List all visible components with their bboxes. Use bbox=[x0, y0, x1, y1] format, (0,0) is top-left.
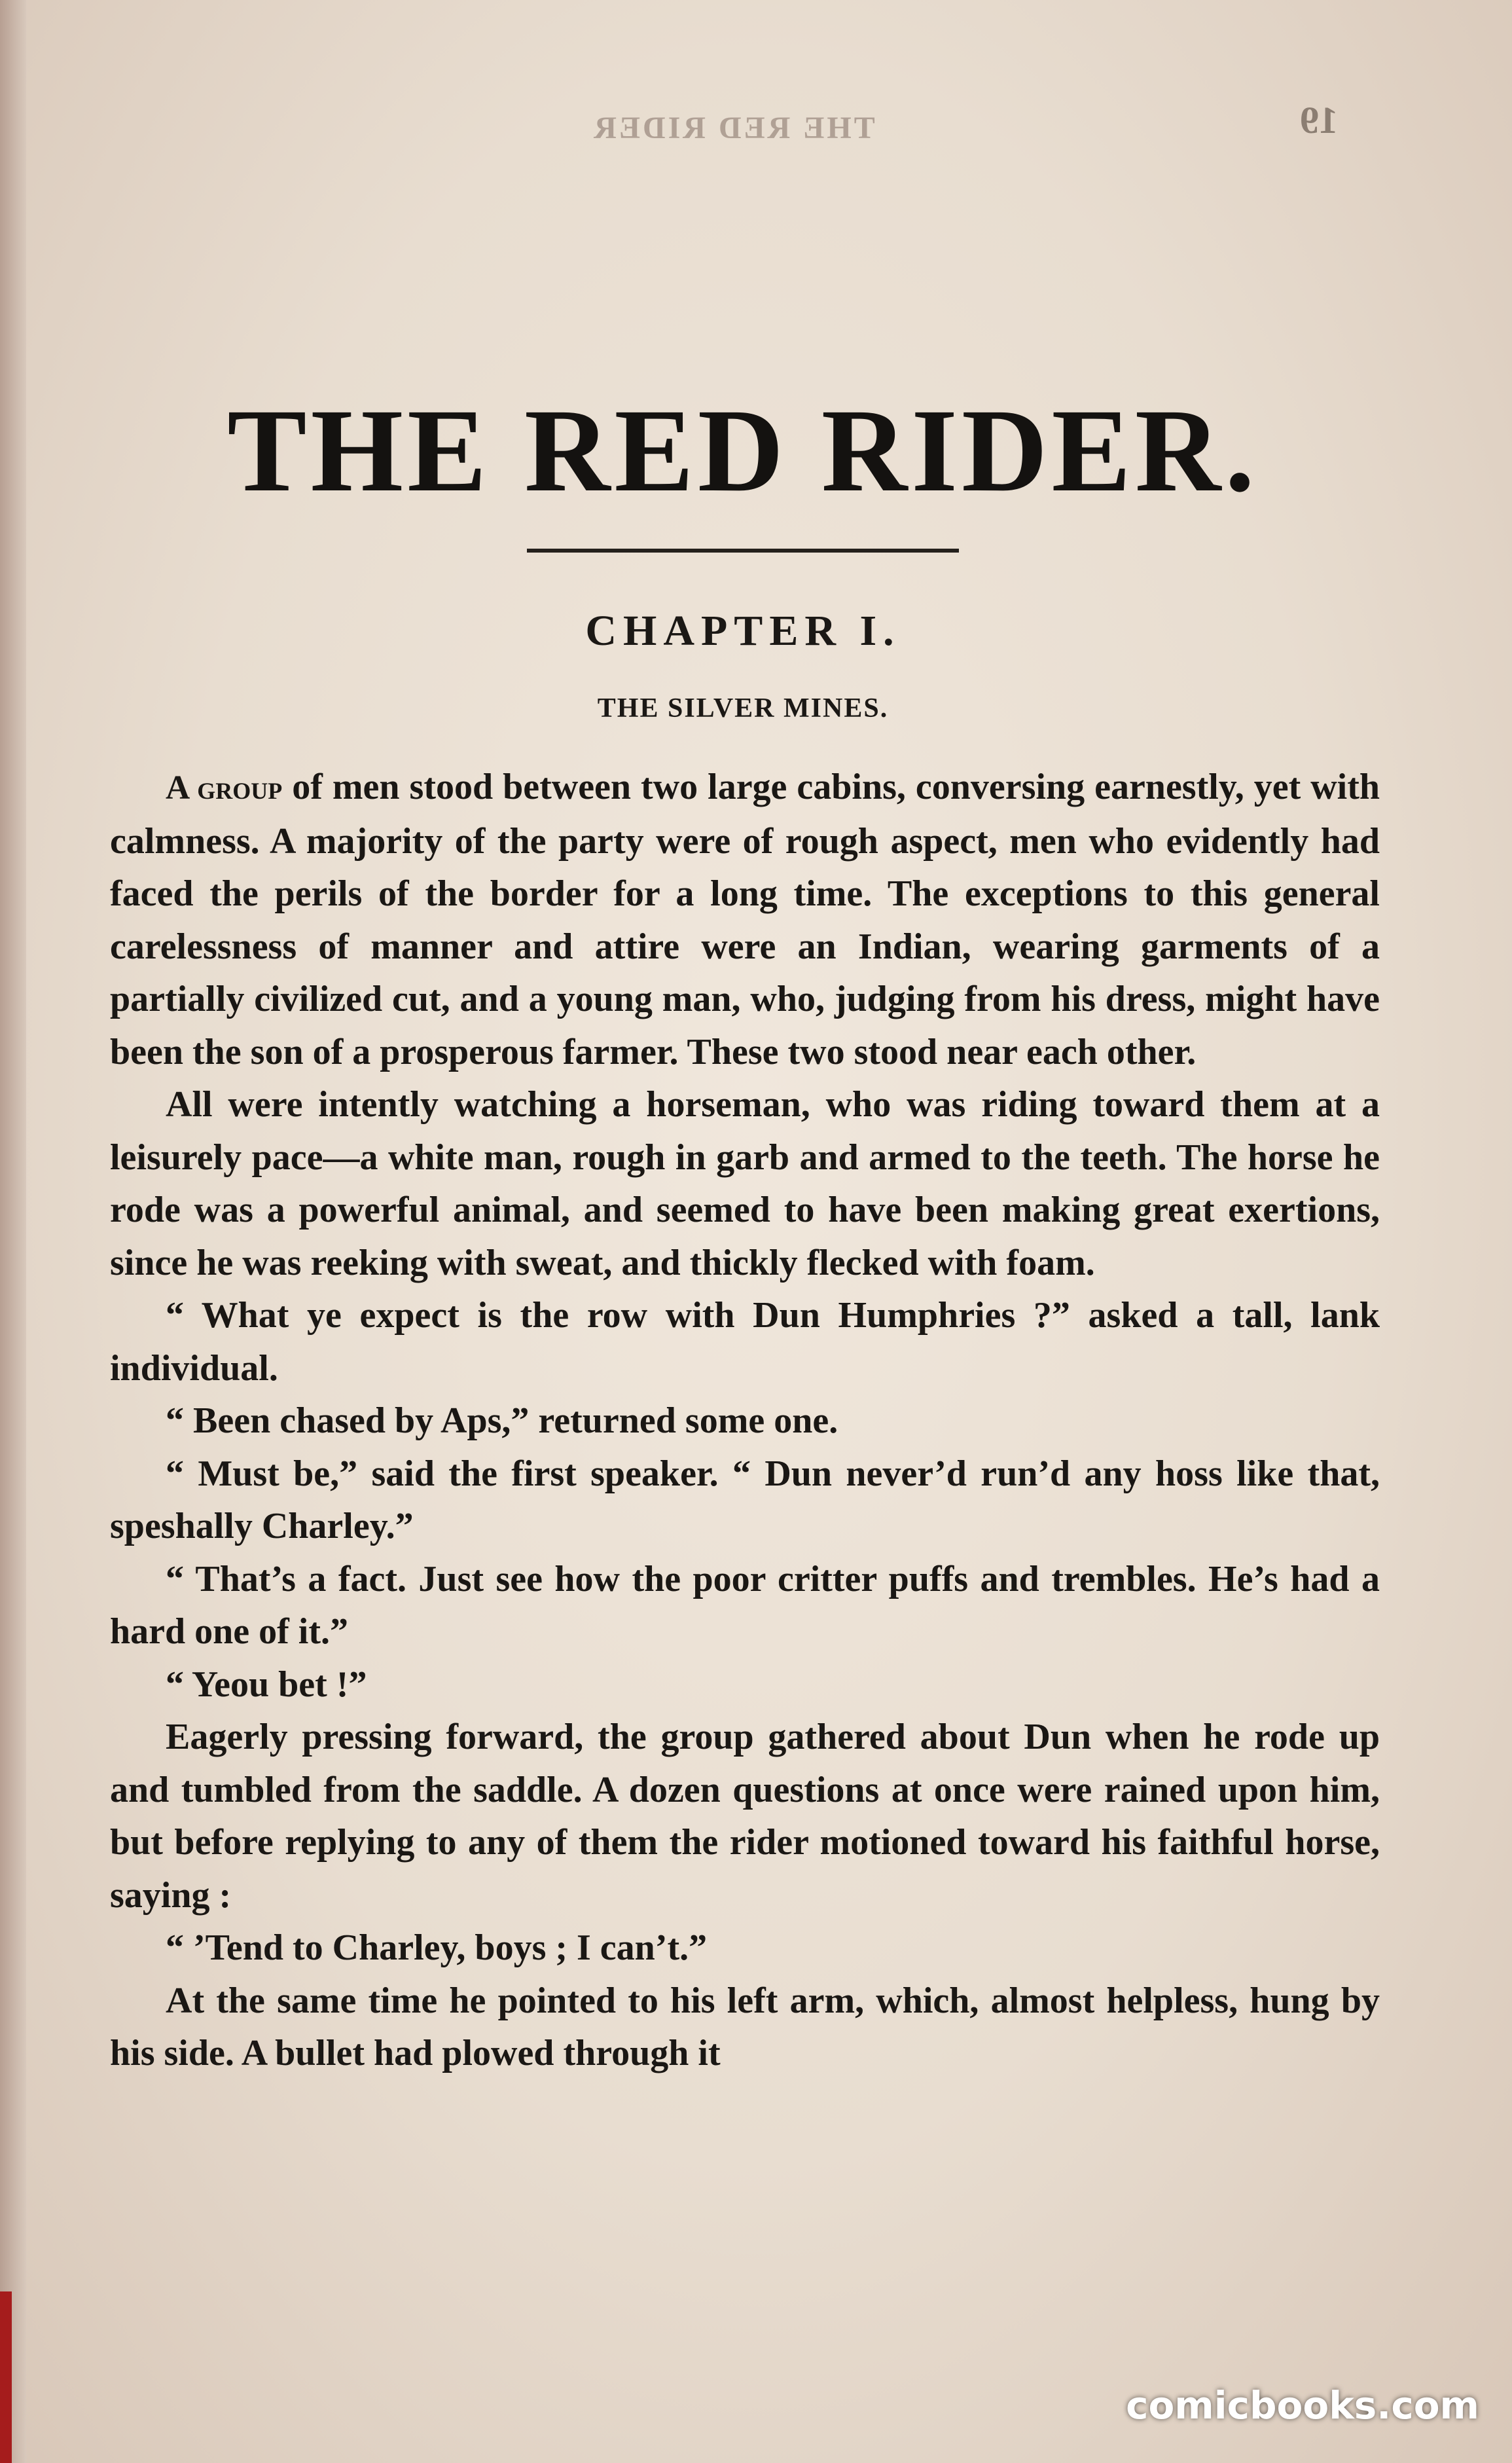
paragraph: “ Been chased by Aps,” returned some one. bbox=[166, 1400, 838, 1441]
paragraph: “ Yeou bet !” bbox=[166, 1664, 367, 1705]
site-watermark: comicbooks.com bbox=[1126, 2383, 1479, 2428]
paragraph: “ What ye expect is the row with Dun Humphries ?” asked a tall, lank individual. bbox=[110, 1295, 1380, 1389]
paragraph-text: of men stood between two large cabins, conversing earnestly, yet with calmness. A majority of the party were of rough aspect, men who evidently had faced the perils of the border for a long time. The exceptions to this general carelessness of manner and attire were an Indian, wearing garments of a partially civilized cut, and a young man, who, judging from his dress, might have been the son of a prosperous farmer. These two stood near each other. bbox=[110, 767, 1380, 1072]
paragraph: At the same time he pointed to his left arm, which, almost helpless, hung by his side. A bullet had plowed through it bbox=[110, 1980, 1380, 2073]
bleed-through-running-header: THE RED RIDER bbox=[591, 111, 875, 145]
chapter-heading: CHAPTER I. bbox=[585, 607, 901, 655]
body-text bbox=[110, 761, 1380, 2080]
opening-small-caps: A group bbox=[166, 769, 283, 807]
page-left-edge bbox=[0, 0, 26, 2463]
paragraph bbox=[110, 761, 1380, 1078]
title-divider bbox=[527, 549, 959, 553]
paragraph: “ Must be,” said the first speaker. “ Dun never’d run’d any hoss like that, speshally Charley.” bbox=[110, 1453, 1380, 1546]
paragraph: Eagerly pressing forward, the group gathered about Dun when he rode up and tumbled from the saddle. A dozen questions at once were rained upon him, but before replying to any of them the rider motioned toward his faithful horse, saying : bbox=[110, 1717, 1380, 1916]
paragraph: “ That’s a fact. Just see how the poor critter puffs and trembles. He’s had a hard one of it.” bbox=[110, 1558, 1380, 1652]
book-title: THE RED RIDER. bbox=[227, 385, 1259, 517]
chapter-title: THE SILVER MINES. bbox=[597, 693, 889, 723]
red-cover-edge bbox=[0, 2291, 12, 2463]
paragraph: All were intently watching a horseman, who was riding toward them at a leisurely pace—a white man, rough in garb and armed to the teeth. The horse he rode was a powerful animal, and seemed to have been making great exertions, since he was reeking with sweat, and thickly flecked with foam. bbox=[110, 1084, 1380, 1283]
bleed-through-page-number: 19 bbox=[1300, 99, 1338, 141]
paragraph: “ ’Tend to Charley, boys ; I can’t.” bbox=[166, 1927, 708, 1968]
